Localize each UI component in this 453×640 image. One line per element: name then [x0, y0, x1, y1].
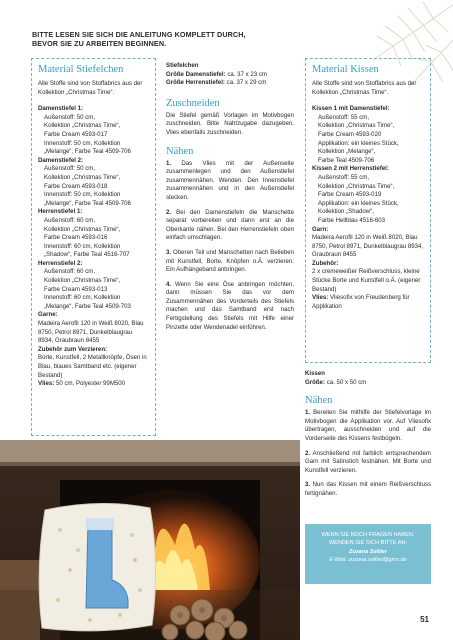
cushion: [39, 503, 155, 630]
material-stiefelchen-intro: Alle Stoffe sind von Stoffabrics aus der Kollektion „Christmas Time“.: [38, 80, 143, 96]
contact-email: E-Mail: zuzana.seltier@gmx.de: [329, 556, 407, 563]
kissen-zubehoer-label: Zubehör:: [312, 259, 339, 267]
kissen-vlies-label: Vlies:: [312, 294, 329, 302]
material-kissen-title: Material Kissen: [312, 64, 379, 75]
material-group-line: „Melange“, Farbe Teal 4509-706: [44, 148, 131, 156]
stiefelchen-heading: Stiefelchen: [166, 62, 199, 69]
contact-line-1: WENN SIE NOCH FRAGEN HABEN,: [321, 532, 415, 538]
material-group-line: „Melange“, Farbe Teal 4509-706: [44, 199, 131, 207]
material-group-line: Farbe Cream 4593-016: [44, 234, 108, 242]
step-text: Wenn Sie eine Öse anbringen möchten, dann müssen Sie das vor dem Zusammennähen des Vorderteils des Stiefels machen und das Samtband erst nach Fertigstellung des Stiefels mit Hilfe einer Pinzette oder Wendenadel einführen.: [166, 280, 294, 331]
contact-box: [305, 524, 431, 584]
step-text: Nun das Kissen mit einem Reißverschluss fertignähen.: [305, 481, 431, 497]
kissen-zubehoer-text: 2 x cremeweißer Reißverschluss, kleine Stücke Borte und Kunstfell o.Ä. (eigener Bestand): [312, 268, 421, 293]
instruction-step: [166, 209, 294, 243]
material-group-line: Kollektion „Christmas Time“,: [318, 182, 395, 190]
material-group-label: Kissen 1 mit Damenstiefel:: [312, 105, 390, 113]
instruction-step: [166, 249, 294, 275]
material-group-line: Kollektion „Melange“,: [318, 148, 376, 156]
kissen-vlies-text: Vliesofix von Freudenberg für Applikation: [312, 294, 410, 310]
material-group-line: Kollektion „Christmas Time“,: [44, 277, 121, 285]
material-group-line: Außenstoff: 50 cm,: [44, 113, 96, 121]
material-kissen-box: [305, 58, 431, 363]
naehen-stiefel-title: Nähen: [166, 145, 194, 157]
step-number: 2.: [166, 208, 172, 216]
material-group-label: Damenstiefel 1:: [38, 105, 84, 113]
material-group-line: „Melange“, Farbe Teal 4509-703: [44, 302, 131, 310]
material-group-line: Innenstoff: 60 cm, Kollektion: [44, 242, 121, 250]
material-stiefelchen-groups: [38, 105, 149, 311]
material-group-line: Außenstoff: 55 cm,: [318, 173, 370, 181]
kissen-size-value: ca. 50 x 50 cm: [326, 378, 367, 386]
herren-size-value: ca. 37 x 29 cm: [226, 79, 267, 87]
step-text: Bereiten Sie mithilfe der Stiefelvorlage im Motivbogen die Applikation vor. Auf Vliesofix übertragen, ausschneiden und auf die Vorderseite des Kissens festbügeln.: [305, 409, 431, 442]
material-kissen-intro: Alle Stoffe sind von Stoffabrics aus der Kollektion „Christmas Time“.: [312, 80, 417, 96]
material-group-line: Farbe Teal 4509-706: [318, 156, 375, 164]
instruction-step: [166, 281, 294, 333]
material-kissen-groups: [312, 105, 424, 225]
herren-size-label: Größe Herrenstiefel:: [166, 79, 225, 87]
instruction-step: [305, 481, 431, 498]
material-group-line: Kollektion „Christmas Time“,: [44, 173, 121, 181]
kissen-garn-text: Madeira Aerofil 120 in Weiß 8020, Blau 8750, Petrol 8971, Dunkelblaugrau 8934, Graubraun 8455: [312, 234, 424, 259]
naehen-kissen-steps: [305, 409, 431, 498]
zubehoer-text: Borte, Kunstfell, 2 Metallknöpfe, Ösen in Blau, blaues Samtband etc. (eigener Bestand): [38, 354, 147, 379]
step-text: Das Vlies mit der Außenseite zusammenlegen und den Außenstiefel zusammennähen. Wenden. Den Innenstiefel zusammennähen und in den Außenstiefel stecken.: [166, 159, 294, 201]
naehen-stiefel-steps: [166, 160, 294, 333]
step-text: Bei den Damenstiefeln die Manschette separat vorbereiten und dann erst an die Oberkante nähen. Bei den Herrenstiefeln oben einfach umschlagen.: [166, 208, 294, 242]
material-group-label: Damenstiefel 2:: [38, 156, 84, 164]
material-group-line: Farbe Cream 4593-020: [318, 130, 382, 138]
step-number: 3.: [166, 248, 172, 256]
damen-size-value: ca. 37 x 23 cm: [227, 70, 267, 78]
header-notice: [32, 30, 292, 48]
garn-text: Madeira Aerofil 120 in Weiß 8020, Blau 8750, Petrol 8971, Dunkelblaugrau 8934, Graubraun 8455: [38, 320, 144, 345]
vlies-label: Vlies:: [38, 380, 55, 388]
step-text: Oberen Teil und Manschetten nach Belieben mit Kunstfell, Borte, Knöpfen o.Ä. verzieren. Ein Aufhängeband anbringen.: [166, 248, 295, 274]
material-group-line: Farbe Hellblau 4516-603: [318, 216, 386, 224]
material-group-line: Innenstoff: 50 cm, Kollektion: [44, 139, 121, 147]
garn-label: Garne:: [38, 311, 58, 319]
kissen-column: [305, 370, 431, 505]
material-group-label: Herrenstiefel 1:: [38, 208, 83, 216]
material-stiefelchen-box: [31, 58, 156, 436]
material-group-line: Innenstoff: 50 cm, Kollektion: [44, 191, 121, 199]
contact-name: Zuzana Seltier: [349, 549, 387, 556]
contact-line-2: WENDEN SIE SICH BITTE AN:: [328, 539, 408, 546]
material-group-line: Farbe Cream 4593-013: [44, 285, 108, 293]
material-group-line: Farbe Cream 4593-019: [318, 191, 382, 199]
material-stiefelchen-title: Material Stiefelchen: [38, 64, 124, 75]
material-group-line: Innenstoff: 60 cm, Kollektion: [44, 294, 121, 302]
vlies-text: 50 cm, Polyester 99M500: [55, 380, 126, 388]
material-group-line: Außenstoff: 60 cm,: [44, 268, 96, 276]
material-group-line: Farbe Cream 4593-018: [44, 182, 108, 190]
kissen-heading: Kissen: [305, 370, 325, 377]
material-group-line: Außenstoff: 50 cm,: [44, 165, 96, 173]
material-group-line: Kollektion „Christmas Time“,: [44, 122, 121, 130]
naehen-kissen-title: Nähen: [305, 395, 333, 407]
step-text: Anschließend mit farblich entsprechendem Garn mit Satinstich festnähen. Mit Borte und Kunstfell verzieren.: [305, 449, 431, 474]
kissen-garn-label: Garn:: [312, 225, 329, 233]
material-group-line: Außenstoff: 60 cm,: [44, 216, 96, 224]
zubehoer-label: Zubehör zum Verzieren:: [38, 345, 108, 353]
material-group-line: „Shadow“, Farbe Teal 4516-707: [44, 251, 130, 259]
material-group-line: Applikation: ein kleines Stück,: [318, 139, 399, 147]
material-group-line: Außenstoff: 55 cm,: [318, 113, 370, 121]
instruction-step: [305, 409, 431, 443]
header-line-2: BEVOR SIE ZU ARBEITEN BEGINNEN.: [32, 39, 167, 48]
material-group-line: Kollektion „Shadow“,: [318, 208, 374, 216]
page-number: 51: [420, 615, 429, 624]
material-group-line: Farbe Cream 4593-017: [44, 130, 108, 138]
step-number: 1.: [305, 409, 311, 417]
material-group-line: Applikation: ein kleines Stück,: [318, 199, 399, 207]
material-group-label: Herrenstiefel 2:: [38, 259, 83, 267]
zuschneiden-text: Die Stiefel gemäß Vorlagen im Motivbogen zuschneiden. Bitte Nahtzugabe dazugeben. Vlies ebenfalls zuschneiden.: [166, 111, 294, 136]
kissen-size-label: Größe:: [305, 378, 325, 386]
damen-size-label: Größe Damenstiefel:: [166, 70, 226, 78]
stiefelchen-column: [166, 58, 294, 338]
step-number: 1.: [166, 159, 172, 167]
material-group-label: Kissen 2 mit Herrenstiefel:: [312, 165, 389, 173]
step-number: 2.: [305, 449, 311, 457]
instruction-step: [166, 160, 294, 203]
step-number: 4.: [166, 280, 172, 288]
step-number: 3.: [305, 481, 311, 489]
instruction-step: [305, 450, 431, 476]
zuschneiden-title: Zuschneiden: [166, 97, 220, 109]
fireplace-cushion-photo: [0, 440, 300, 640]
header-line-1: BITTE LESEN SIE SICH DIE ANLEITUNG KOMPLETT DURCH,: [32, 30, 246, 39]
material-group-line: Kollektion „Christmas Time“,: [318, 122, 395, 130]
material-group-line: Kollektion „Christmas Time“,: [44, 225, 121, 233]
